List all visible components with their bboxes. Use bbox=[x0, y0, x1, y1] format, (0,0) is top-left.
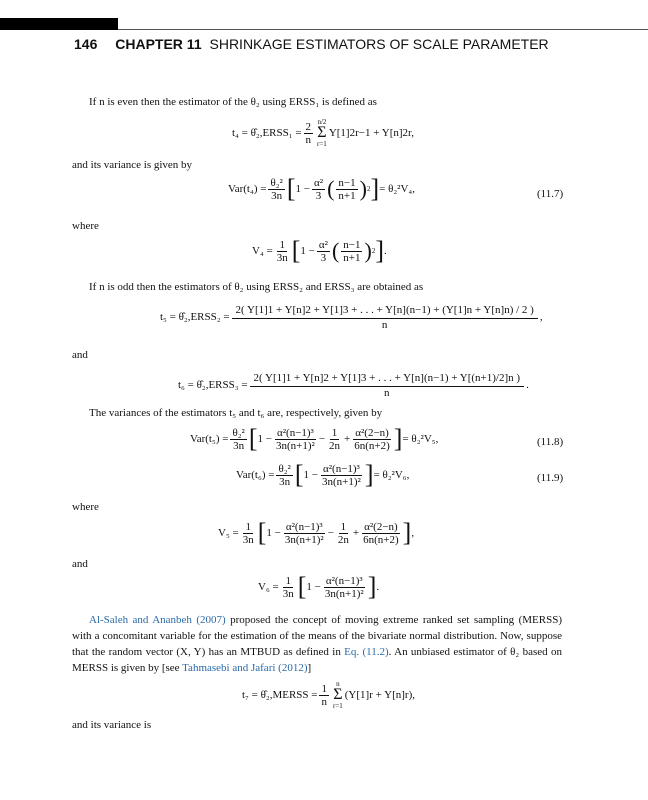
eq-lhs: t₅ = θ̂₂,ERSS₂ = bbox=[160, 310, 230, 323]
header-rule bbox=[118, 29, 648, 30]
sum-symbol: n Σ r=1 bbox=[332, 680, 343, 710]
paragraph: If n is odd then the estimators of θ₂ using ERSS₂ and ERSS₃ are obtained as bbox=[89, 281, 424, 293]
eq-coefficient: $\frac{2}{n}$ bbox=[305, 120, 312, 146]
equation-t5: t₅ = θ̂₂,ERSS₂ = 2( Y[1]1 + Y[n]2 + Y[1]3 + . . . + Y[n](n−1) + (Y[1]n + Y[n]n) / 2 ) n , bbox=[160, 304, 543, 331]
eq-rhs: = θ₂²V₅, bbox=[402, 433, 439, 445]
citation-link[interactable]: Tahmasebi and Jafari (2012) bbox=[182, 662, 308, 674]
paragraph: and its variance is bbox=[72, 719, 152, 731]
eq-body: Y[1]2r−1 + Y[n]2r, bbox=[328, 127, 414, 139]
equation-t4 bbox=[232, 118, 414, 148]
eq-fraction: $\frac{2( Y[1]1 + Y[n]2 + Y[1]3 + . . . + Y[n](n-1) + Y[(n+1)/2]n )}{n}$ bbox=[250, 370, 525, 399]
paragraph: If n is even then the estimator of the θ₂ using ERSS₁ is defined as bbox=[89, 96, 377, 108]
page-number: 146 bbox=[74, 36, 98, 52]
eq-lhs: Var(t₄) = bbox=[228, 183, 267, 195]
eq-fraction: 2( Y[1]1 + Y[n]2 + Y[1]3 + . . . + Y[n](n−1) + (Y[1]n + Y[n]n) / 2 ) n bbox=[232, 302, 538, 331]
eq-body: (Y[1]r + Y[n]r), bbox=[344, 689, 416, 701]
eq-coefficient: $\frac{\text{θ₂²}}{3n}$ bbox=[270, 176, 283, 202]
equation-v5: V₅ = $\frac{1}{3n}$ [ 1 − $\frac{\text{α²(n−1)³}}{\text{3n(n+1)²}}$ − $\frac{1}{2n}$ + $\frac{\text{α²(2−n)}}{6n(n+2)}$ ] , bbox=[218, 518, 415, 547]
equation-link[interactable]: Eq. (11.2) bbox=[344, 646, 389, 658]
eq-lhs: Var(t₅) = bbox=[190, 433, 229, 445]
eq-lhs: V₅ = bbox=[218, 527, 239, 539]
header-bar bbox=[0, 18, 118, 30]
paragraph-text: proposed the concept of moving extreme ranked set sampling (MERSS) with a concomitant variable for the estimation of the means of the bivariate normal distribution. Now, suppose that the random vector (X, Y) has an MTBUD as defined in bbox=[72, 614, 563, 658]
paragraph: The variances of the estimators t₅ and t₆ are, respectively, given by bbox=[89, 407, 383, 419]
eq-lhs: t₆ = θ̂₂,ERSS₃ = bbox=[178, 378, 248, 391]
paragraph-text: . An unbiased estimator of θ₂ based on MERSS is given by [see bbox=[72, 646, 562, 674]
eq-lhs: V₄ = bbox=[252, 245, 273, 257]
paragraph: and its variance is given by bbox=[72, 159, 193, 171]
running-header bbox=[74, 36, 549, 52]
sum-symbol: n/2 Σ r=1 bbox=[317, 118, 327, 148]
equation-number: (11.7) bbox=[537, 188, 564, 200]
equation-t6: t₆ = θ̂₂,ERSS₃ = $\frac{2( Y[1]1 + Y[n]2 + Y[1]3 + . . . + Y[n](n-1) + Y[(n+1)/2]n )}{n}$ . bbox=[178, 372, 529, 399]
eq-rhs: = θ₂²V₆, bbox=[373, 469, 410, 481]
equation-t7 bbox=[242, 680, 415, 710]
eq-lhs: V₆ = bbox=[258, 581, 279, 593]
equation-var-t4: Var(t₄) = $\frac{\text{θ₂²}}{3n}$ [ 1 − $\frac{\text{α²}}{3}$ ( $\frac{n-1}{n+1}$ ) 2 ] = θ₂²V₄, bbox=[228, 174, 415, 203]
eq-coefficient: $\frac{1}{n}$ bbox=[321, 682, 327, 708]
paragraph: and bbox=[72, 558, 88, 570]
equation-var-t6: Var(t₆) = $\frac{\text{θ₂²}}{3n}$ [ 1 − $\frac{\text{α²(n−1)³}}{\text{3n(n+1)²}}$ ] = θ₂²V₆, bbox=[236, 460, 410, 489]
equation-number: (11.9) bbox=[537, 472, 564, 484]
eq-lhs: Var(t₆) = bbox=[236, 469, 275, 481]
paragraph: where bbox=[72, 501, 99, 513]
eq-rhs: = θ₂²V₄, bbox=[379, 183, 415, 195]
equation-v6: V₆ = $\frac{1}{3n}$ [ 1 − $\frac{\text{α²(n−1)³}}{\text{3n(n+1)²}}$ ] . bbox=[258, 572, 380, 601]
equation-number: (11.8) bbox=[537, 436, 564, 448]
eq-lhs: t₄ = θ̂₂,ERSS₁ = bbox=[232, 127, 302, 139]
citation-link[interactable]: Al-Saleh and Ananbeh (2007) bbox=[89, 614, 226, 626]
chapter-title: SHRINKAGE ESTIMATORS OF SCALE PARAMETER bbox=[209, 36, 549, 52]
chapter-label: CHAPTER 11 bbox=[115, 36, 202, 52]
equation-v4: V₄ = $\frac{1}{3n}$ [ 1 − $\frac{\text{α²}}{3}$ ( $\frac{n-1}{n+1}$ ) 2 ] . bbox=[252, 236, 387, 265]
equation-var-t5: Var(t₅) = $\frac{\text{θ₂²}}{3n}$ [ 1 − $\frac{\text{α²(n−1)³}}{\text{3n(n+1)²}}$ − $\frac{1}{2n}$ + $\frac{\text{α²(2−n)}}{6n(n+2)}$ ] = θ₂²V₅, bbox=[190, 424, 439, 453]
paragraph-merss: Al-Saleh and Ananbeh (2007) proposed the concept of moving extreme ranked set sampling (MERSS) with a concomitant variable for the estimation of the means of the bivariate normal distribution. Now, suppose that the random vector (X, Y) has an MTBUD as defined in Eq. (11.2). An unbiased estimator of θ₂ based on MERSS is given by [see Tahmasebi and Jafari (2012)] bbox=[72, 614, 563, 674]
eq-lhs: t₇ = θ̂₂,MERSS = bbox=[242, 689, 318, 701]
paragraph: where bbox=[72, 220, 99, 232]
paragraph: and bbox=[72, 349, 88, 361]
